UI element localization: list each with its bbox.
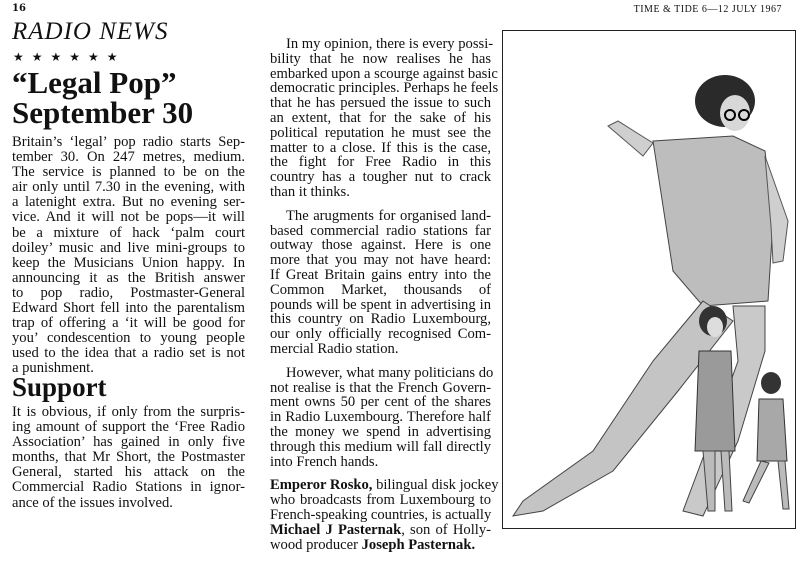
article-column-1-intro xyxy=(12,135,245,386)
paragraph xyxy=(270,209,491,357)
subheading-support: Support xyxy=(12,372,107,402)
bold-name: Joseph Pasternak. xyxy=(361,536,476,553)
text-line: ance of the issues involved. xyxy=(12,494,173,511)
text-line: through this medium will fall directly xyxy=(270,438,491,455)
text-line: the money we spend in advertising xyxy=(270,423,491,440)
text-line: you’ condescention to young people xyxy=(12,330,245,347)
bold-name: Emperor Rosko, xyxy=(270,477,373,494)
text-line: Common Market, thousands of xyxy=(270,281,491,298)
text-line xyxy=(270,538,491,553)
text-line: Commercial Radio Stations in ignor- xyxy=(12,479,245,496)
text-line: ing amount of support the ‘Free Radio xyxy=(12,419,245,436)
text-line xyxy=(270,477,499,494)
text-line: months, that Mr Short, the Postmaster xyxy=(12,449,245,466)
text-line: matter to a close. If this is the case, xyxy=(270,139,491,156)
article-column-1-support xyxy=(12,405,245,520)
text-line: tember 30. On 247 metres, medium. xyxy=(12,149,245,166)
text-line: However, what many politicians do xyxy=(286,364,494,381)
text-line: embarked upon a scourge against basic xyxy=(270,65,498,82)
text-line: country has a tougher nut to crack xyxy=(270,169,491,186)
text-line: this country on Radio Luxembourg, xyxy=(270,311,491,328)
text-line: French-speaking countries, is actually xyxy=(270,506,492,523)
text-line: Association’ has gained in only five xyxy=(12,434,245,451)
bold-name: Michael J Pasternak xyxy=(270,521,402,538)
paragraph xyxy=(270,477,499,553)
text-line: keep the Musicians Union happy. In xyxy=(12,254,245,271)
text-line: than it thinks. xyxy=(270,183,350,200)
headline xyxy=(12,65,194,130)
paragraph xyxy=(270,364,494,470)
text-line: If Great Britain gains entry into the xyxy=(270,266,491,283)
text-line: a punishment. xyxy=(12,360,94,377)
photo-illustration xyxy=(503,31,797,530)
section-title: RADIO NEWS xyxy=(12,18,169,45)
text-span: bilingual disk jockey xyxy=(372,477,499,494)
text-line: outway those against. Here is one xyxy=(270,237,491,254)
text-line: announcing it as the British answer xyxy=(12,269,245,286)
text-line: mercial Radio station. xyxy=(270,340,399,357)
text-line: that he has persued the issue to such xyxy=(270,95,491,112)
text-line: more that you may not have heard: xyxy=(270,252,491,269)
headline-line-2: September 30 xyxy=(12,95,194,130)
text-line: into French hands. xyxy=(270,453,379,470)
text-line: who broadcasts from Luxembourg to xyxy=(270,492,491,509)
text-line: a latenight extra. But no evening ser- xyxy=(12,194,245,211)
page-number: 16 xyxy=(12,3,26,14)
text-line: in Radio Luxembourg. Therefore half xyxy=(270,409,491,426)
text-line: our only officially recognised Com- xyxy=(270,326,491,343)
text-line: vice. And it will not be pops—it will xyxy=(12,209,245,226)
paragraph xyxy=(12,135,245,377)
photo-dancing-girls xyxy=(502,30,796,529)
text-line: ment owns 50 per cent of the shares xyxy=(270,394,491,411)
text-line: General, started his attack on the xyxy=(12,464,245,481)
article-column-2 xyxy=(270,36,499,561)
text-span: wood producer xyxy=(270,536,362,553)
text-line: Edward Short fell into the parentalism xyxy=(12,300,245,317)
text-line: In my opinion, there is every possi- xyxy=(286,36,494,52)
text-line: It is obvious, if only from the surpris- xyxy=(12,404,245,420)
text-line xyxy=(270,523,491,538)
star-rule: ★★★★★★ xyxy=(13,50,126,64)
text-line: doiley’ music and live mini-groups to xyxy=(12,239,245,256)
text-line: air only until 7.30 in the evening, with xyxy=(12,179,245,196)
text-line: be a mixture of hack ‘palm court xyxy=(12,224,245,241)
text-line: based commercial radio stations far xyxy=(270,222,491,239)
text-line: bility that he now realises he has xyxy=(270,50,491,67)
text-line: pounds will be spent in advertising in xyxy=(270,296,491,313)
text-span: , son of Holly- xyxy=(401,521,491,538)
paragraph xyxy=(270,36,499,200)
text-line: The arugments for organised land- xyxy=(286,207,491,224)
paragraph xyxy=(12,405,245,511)
text-line: The service is planned to be on the xyxy=(12,164,245,181)
text-line: to pop radio, Postmaster-General xyxy=(12,284,245,301)
running-head: TIME & TIDE 6—12 JULY 1967 xyxy=(633,4,782,15)
text-line: an extent, that for the sake of his xyxy=(270,109,491,126)
headline-line-1: “Legal Pop” xyxy=(12,65,177,100)
text-line: trap of offering a ‘it will be good for xyxy=(12,315,245,332)
text-line: the fight for Free Radio in this xyxy=(270,154,491,171)
text-line: used to the idea that a radio set is not xyxy=(12,345,245,362)
text-line: democratic principles. Perhaps he feels xyxy=(270,80,499,97)
text-line: political reputation he must see the xyxy=(270,124,491,141)
text-line: Britain’s ‘legal’ pop radio starts Sep- xyxy=(12,134,245,150)
text-line: not realise is that the French Govern- xyxy=(270,379,491,396)
